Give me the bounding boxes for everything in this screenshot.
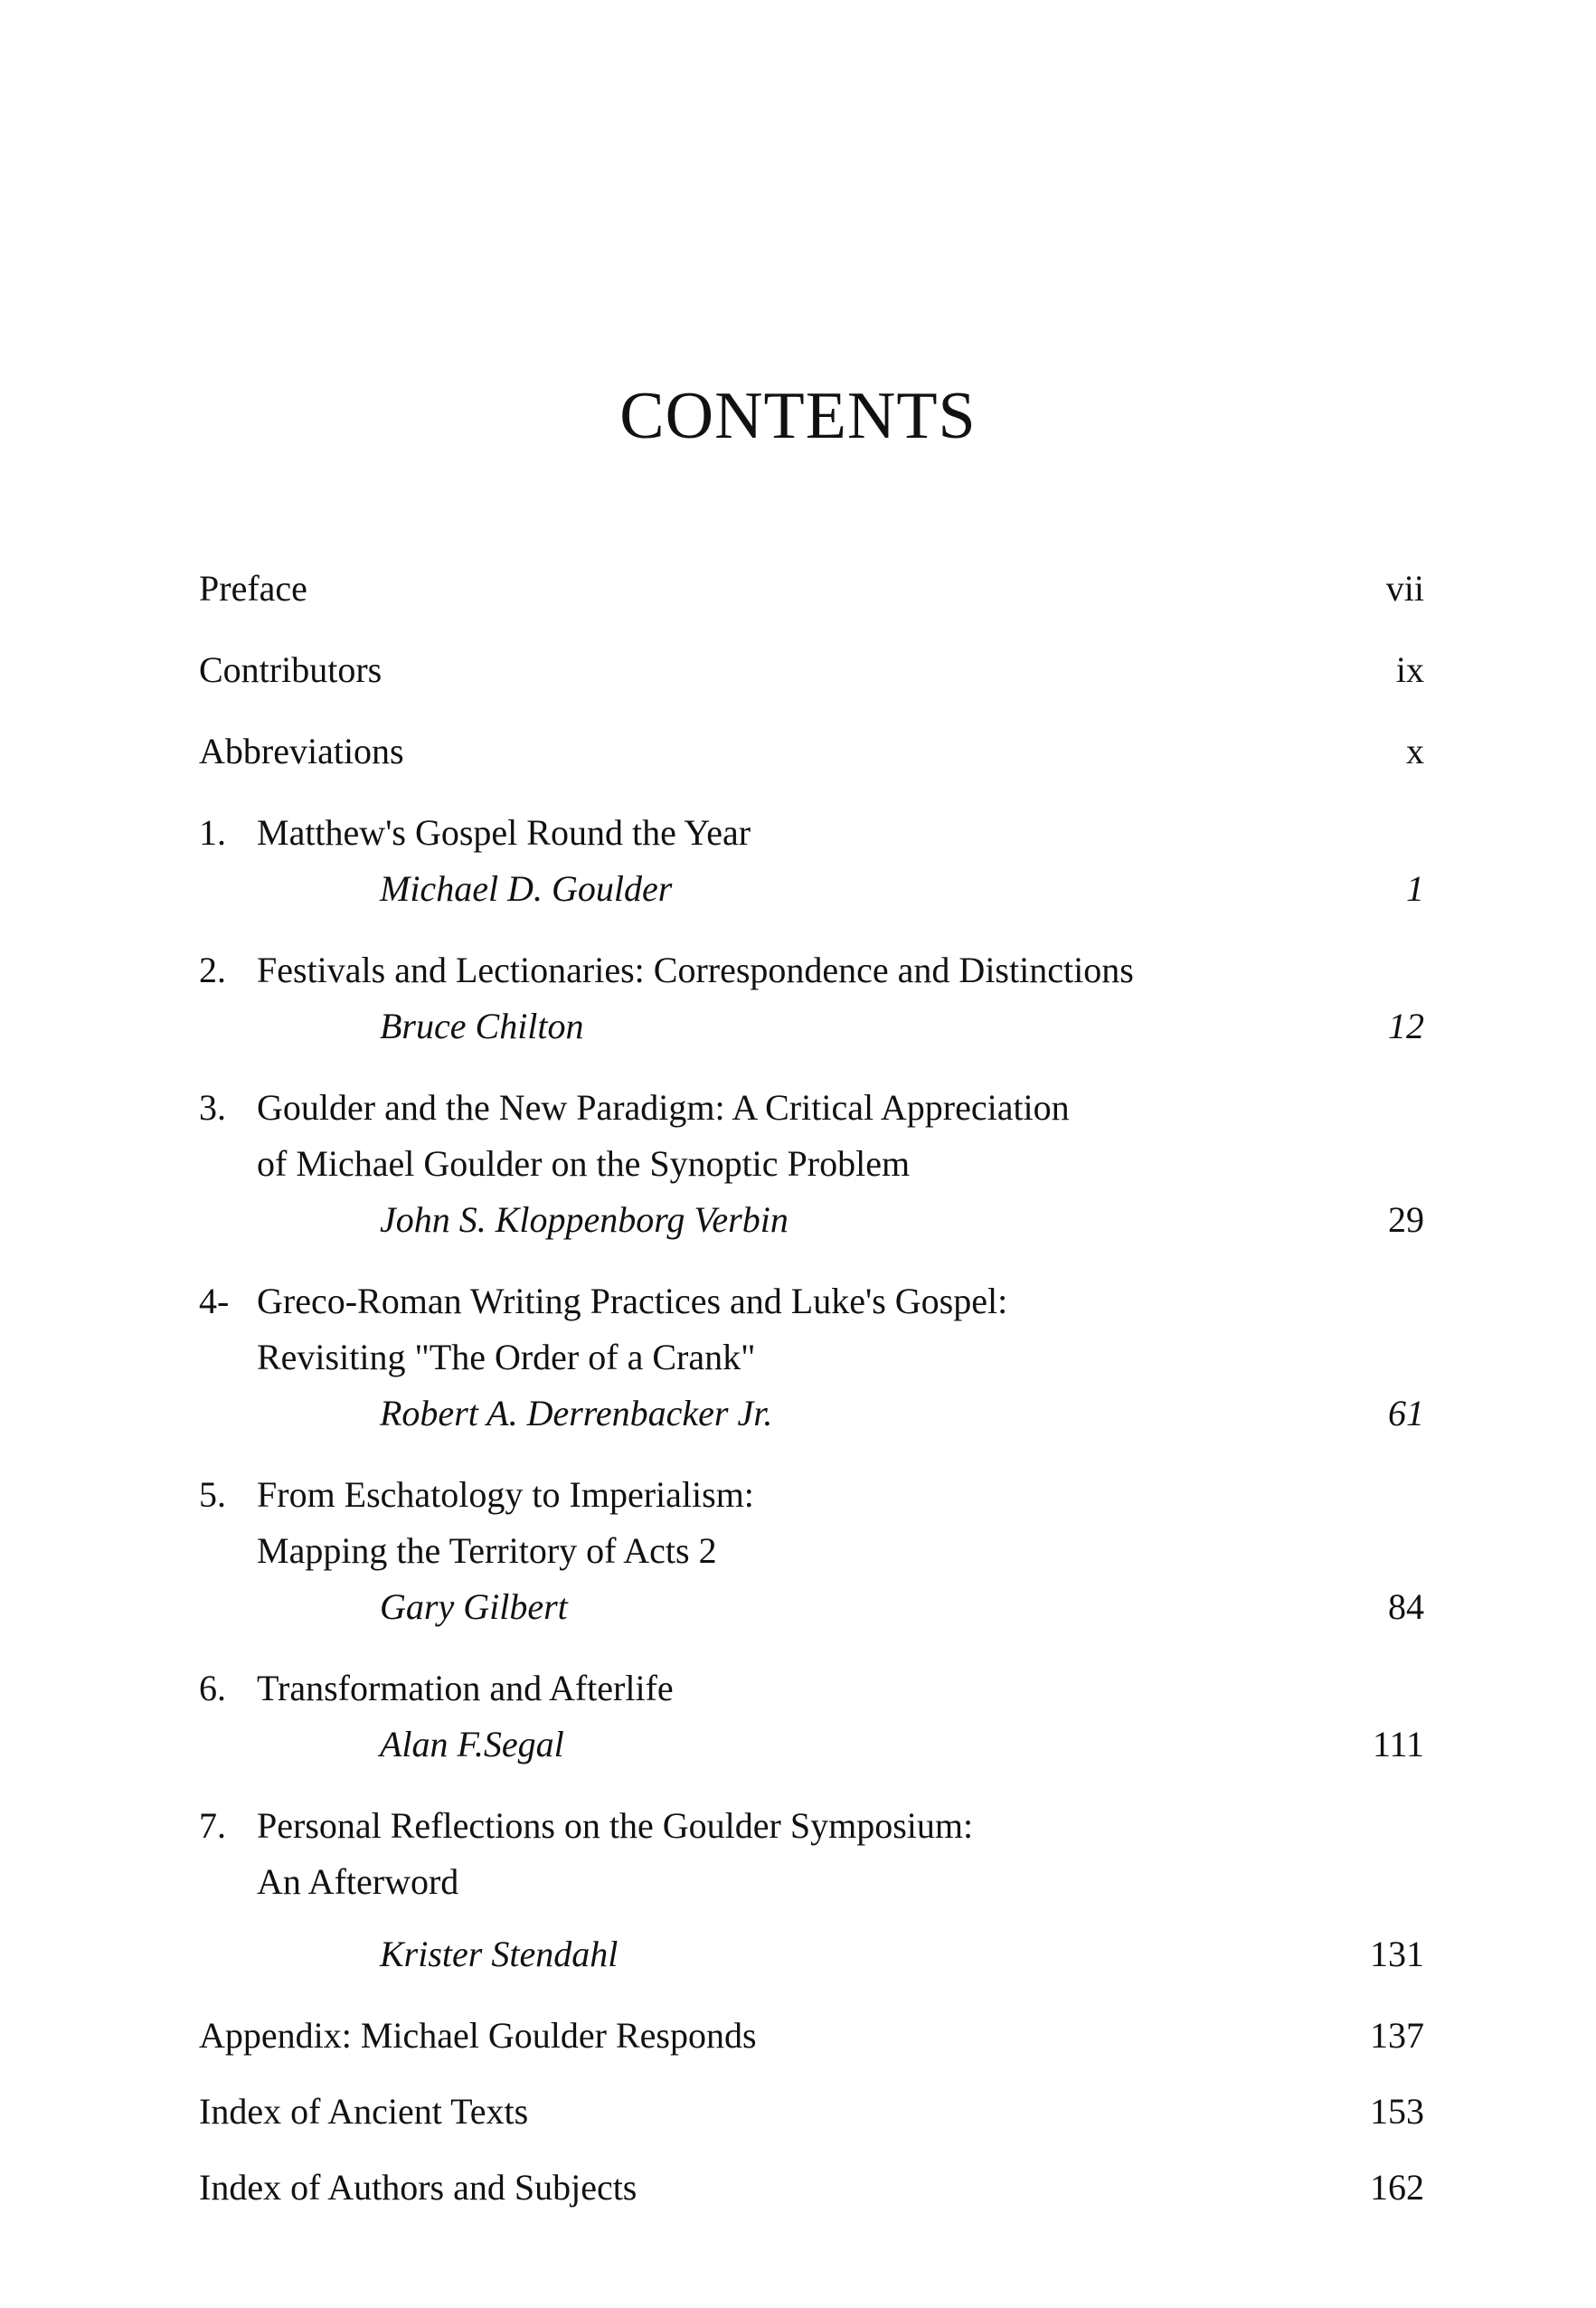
chapter-author: John S. Kloppenborg Verbin (380, 1199, 789, 1240)
page-title: CONTENTS (619, 379, 977, 453)
chapter-title-continued: Revisiting "The Order of a Crank" (257, 1337, 756, 1377)
chapter-page: 61 (1388, 1393, 1424, 1433)
toc-entry-appendix (199, 2008, 1424, 2064)
chapter-page: 12 (1388, 1006, 1424, 1046)
toc-chapter-5 (199, 1467, 1424, 1635)
chapter-title: Festivals and Lectionaries: Correspondence and Distinctions (257, 950, 1134, 990)
toc-entry-index-ancient-texts (199, 2084, 1424, 2140)
toc-chapter-6 (199, 1660, 1424, 1773)
toc-entry-page: 137 (1370, 2015, 1424, 2056)
toc-entry-page: vii (1385, 568, 1424, 609)
toc-entry-page: x (1406, 731, 1424, 771)
toc-entry-preface (199, 561, 1424, 617)
toc-entry-title: Preface (199, 568, 307, 609)
chapter-number: 3. (199, 1087, 226, 1128)
toc-entry-title: Index of Ancient Texts (199, 2091, 529, 2132)
chapter-author: Krister Stendahl (380, 1934, 619, 1974)
chapter-page: 1 (1406, 868, 1424, 909)
chapter-title-continued: An Afterword (257, 1861, 459, 1902)
chapter-page: 84 (1388, 1586, 1424, 1627)
toc-chapter-3 (199, 1080, 1424, 1248)
back-matter (199, 2008, 1424, 2216)
toc-entry-title: Index of Authors and Subjects (199, 2167, 637, 2208)
chapter-title: Greco-Roman Writing Practices and Luke's Gospel: (257, 1281, 1008, 1321)
chapter-title: Goulder and the New Paradigm: A Critical Appreciation (257, 1087, 1070, 1128)
toc-chapter-4 (199, 1273, 1424, 1442)
chapter-title: From Eschatology to Imperialism: (257, 1474, 754, 1515)
chapter-number: 4- (199, 1281, 230, 1321)
toc-chapter-1 (199, 805, 1424, 917)
chapter-author: Gary Gilbert (380, 1586, 568, 1627)
toc-chapter-7 (199, 1798, 1424, 1982)
chapter-page: 131 (1370, 1934, 1424, 1974)
toc-entry-title: Appendix: Michael Goulder Responds (199, 2015, 757, 2056)
chapter-number: 7. (199, 1805, 226, 1846)
toc-entry-contributors (199, 642, 1424, 698)
chapter-author: Bruce Chilton (380, 1006, 584, 1046)
toc-chapter-2 (199, 942, 1424, 1055)
chapter-title: Personal Reflections on the Goulder Symposium: (257, 1805, 974, 1846)
chapter-page: 111 (1372, 1724, 1424, 1764)
toc-entry-abbreviations (199, 724, 1424, 780)
toc-entry-page: 162 (1370, 2167, 1424, 2208)
chapter-title-continued: Mapping the Territory of Acts 2 (257, 1530, 717, 1571)
chapter-title-continued: of Michael Goulder on the Synoptic Problem (257, 1143, 911, 1184)
chapter-number: 2. (199, 950, 226, 990)
chapter-title: Transformation and Afterlife (257, 1668, 674, 1708)
chapter-page: 29 (1388, 1199, 1424, 1240)
toc-entry-page: ix (1395, 649, 1424, 690)
toc-entry-page: 153 (1370, 2091, 1424, 2132)
table-of-contents (199, 561, 1424, 2236)
chapter-title: Matthew's Gospel Round the Year (257, 812, 751, 853)
toc-entry-title: Abbreviations (199, 731, 404, 771)
toc-entry-index-authors-subjects (199, 2160, 1424, 2216)
chapter-number: 1. (199, 812, 226, 853)
chapter-number: 6. (199, 1668, 226, 1708)
toc-entry-title: Contributors (199, 649, 382, 690)
chapter-number: 5. (199, 1474, 226, 1515)
chapter-author: Robert A. Derrenbacker Jr. (380, 1393, 773, 1433)
chapter-author: Michael D. Goulder (380, 868, 673, 909)
chapter-author: Alan F.Segal (380, 1724, 564, 1764)
